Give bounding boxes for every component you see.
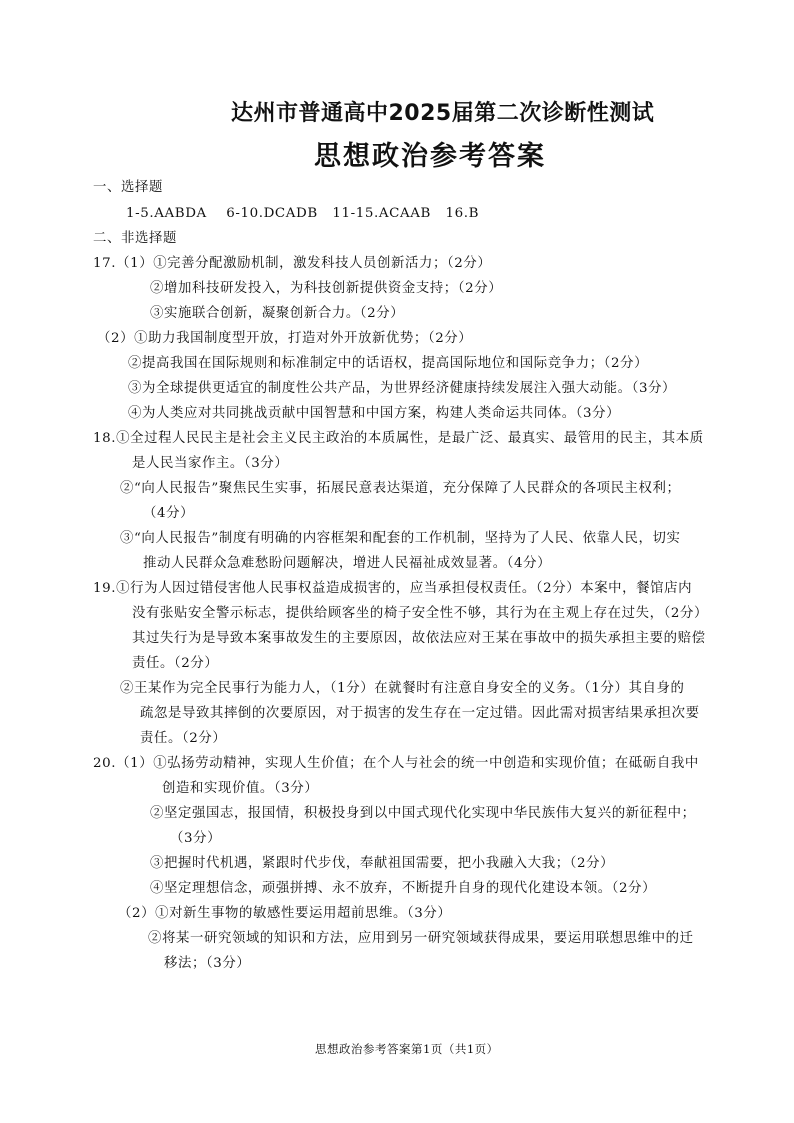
exam-title: 达州市普通高中2025届第二次诊断性测试 — [231, 101, 655, 126]
section-nonchoice-heading: 二、非选择题 — [93, 231, 177, 246]
q18-line: （4分） — [143, 506, 195, 521]
q20-line: 移法；（3分） — [164, 956, 251, 971]
q19-line: 19.①行为人因过错侵害他人民事权益造成损害的，应当承担侵权责任。（2分）本案中，餐馆店内 — [93, 581, 693, 596]
q18-line: 推动人民群众急难愁盼问题解决，增进人民福祉成效显著。（4分） — [143, 556, 552, 571]
q17-line: ②提高我国在国际规则和标准制定中的话语权，提高国际地位和国际竞争力；（2分） — [128, 356, 649, 371]
q18-line: ③“向人民报告”制度有明确的内容框架和配套的工作机制，坚持为了人民、依靠人民，切实 — [120, 531, 681, 546]
q19-line: 其过失行为是导致本案事故发生的主要原因，故依法应对王某在事故中的损失承担主要的赔偿 — [132, 631, 706, 646]
q19-line: 疏忽是导致其摔倒的次要原因，对于损害的发生存在一定过错。因此需对损害结果承担次要 — [140, 706, 700, 721]
q20-line: （2）①对新生事物的敏感性要运用超前思维。（3分） — [118, 906, 452, 921]
q20-line: ③把握时代机遇，紧跟时代步伐，奉献祖国需要，把小我融入大我；（2分） — [150, 856, 615, 871]
answer-key-title: 思想政治参考答案 — [314, 141, 546, 172]
q18-line: ②“向人民报告”聚焦民生实事，拓展民意表达渠道，充分保障了人民群众的各项民主权利； — [120, 481, 681, 496]
section-choice-heading: 一、选择题 — [93, 180, 163, 195]
q19-line: 没有张贴安全警示标志，提供给顾客坐的椅子安全性不够，其行为在主观上存在过失，（2分） — [132, 606, 709, 621]
q18-line: 是人民当家作主。（3分） — [132, 456, 289, 471]
page-footer: 思想政治参考答案第1页（共1页） — [315, 1042, 499, 1056]
q20-line: （3分） — [170, 831, 222, 846]
q17-line: （2）①助力我国制度型开放，打造对外开放新优势；（2分） — [97, 331, 473, 346]
q20-line: ④坚定理想信念，顽强拼搏、永不放弃，不断提升自身的现代化建设本领。（2分） — [150, 881, 657, 896]
q19-line: 责任。（2分） — [140, 731, 227, 746]
q18-line: 18.①全过程人民民主是社会主义民主政治的本质属性，是最广泛、最真实、最管用的民主，其本质 — [93, 431, 704, 446]
q17-line: ③实施联合创新，凝聚创新合力。（2分） — [150, 306, 405, 321]
q17-line: ②增加科技研发投入，为科技创新提供资金支持；（2分） — [150, 281, 503, 296]
q17-line: ④为人类应对共同挑战贡献中国智慧和中国方案，构建人类命运共同体。（3分） — [128, 406, 621, 421]
q17-line: ③为全球提供更适宜的制度性公共产品，为世界经济健康持续发展注入强大动能。（3分） — [128, 381, 677, 396]
q20-line: 20.（1）①弘扬劳动精神，实现人生价值；在个人与社会的统一中创造和实现价值；在砥砺自我中 — [93, 756, 699, 771]
q19-line: 责任。（2分） — [132, 656, 219, 671]
choice-answers: 1-5.AABDA 6-10.DCADB 11-15.ACAAB 16.B — [126, 206, 480, 221]
q19-line: ②王某作为完全民事行为能力人，（1分）在就餐时有注意自身安全的义务。（1分）其自身的 — [120, 681, 685, 696]
q17-line: 17.（1）①完善分配激励机制，激发科技人员创新活力；（2分） — [93, 256, 492, 271]
q20-line: ②将某一研究领域的知识和方法，应用到另一研究领域获得成果，要运用联想思维中的迁 — [148, 931, 694, 946]
q20-line: ②坚定强国志，报国情，积极投身到以中国式现代化实现中华民族伟大复兴的新征程中； — [150, 806, 696, 821]
q20-line: 创造和实现价值。（3分） — [162, 781, 319, 796]
